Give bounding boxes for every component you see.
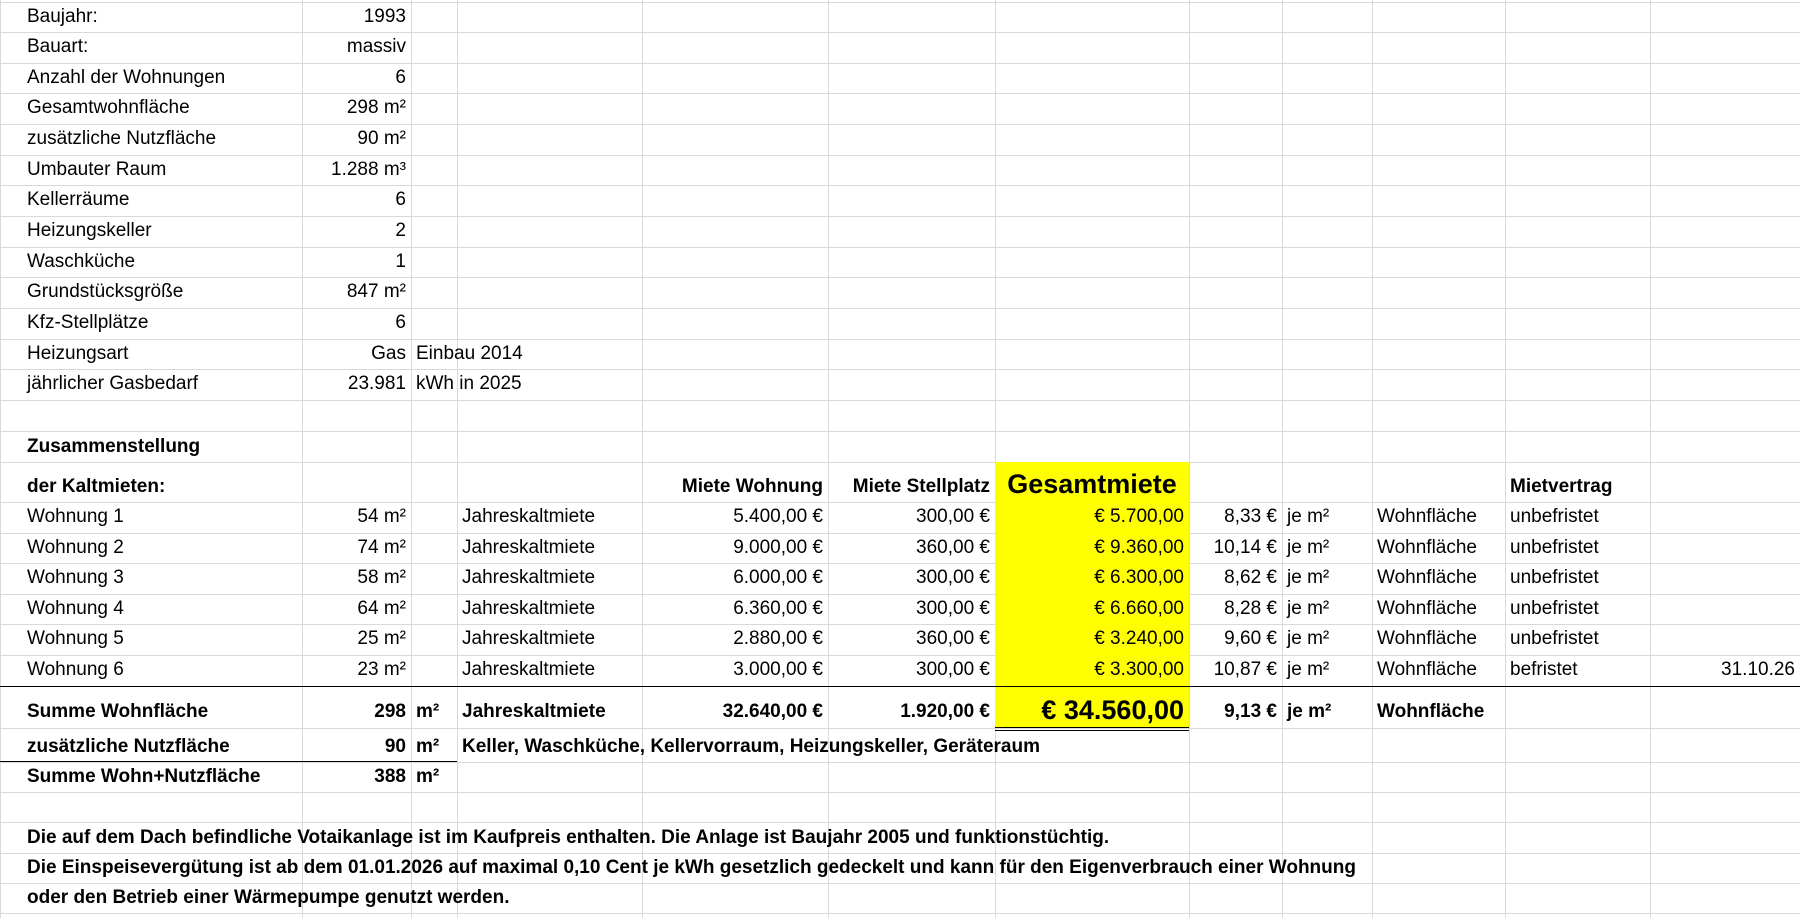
unit-parking[interactable]: 300,00 € [916,598,990,619]
unit-basis[interactable]: Wohnfläche [1377,628,1477,649]
property-value[interactable]: 2 [395,220,406,241]
note-line[interactable]: Die auf dem Dach befindliche Votaikanlage ist im Kaufpreis enthalten. Die Anlage ist Baujahr 2005 und funktionstüchtig. [27,827,1110,848]
unit-rent-type[interactable]: Jahreskaltmiete [462,598,596,619]
property-value[interactable]: 847 m² [346,281,406,302]
header-mietvertrag[interactable]: Mietvertrag [1510,476,1613,497]
property-extra[interactable]: Einbau 2014 [416,343,523,364]
unit-basis[interactable]: Wohnfläche [1377,659,1477,680]
property-label[interactable]: Kellerräume [27,189,130,210]
total-underline-2 [995,730,1189,731]
property-label[interactable]: Heizungsart [27,343,129,364]
unit-basis[interactable]: Wohnfläche [1377,506,1477,527]
unit-rent-type[interactable]: Jahreskaltmiete [462,628,596,649]
unit-per-m2[interactable]: 10,14 € [1213,537,1277,558]
property-value[interactable]: 6 [395,67,406,88]
summary-title[interactable]: Zusammenstellung [27,436,201,457]
unit-area[interactable]: 64 m² [357,598,406,619]
unit-total[interactable]: € 6.660,00 [1094,598,1184,619]
unit-per-label[interactable]: je m² [1287,506,1330,527]
sum-basis[interactable]: Wohnfläche [1377,701,1485,722]
sum-per-m2[interactable]: 9,13 € [1224,701,1277,722]
unit-rent[interactable]: 3.000,00 € [733,659,823,680]
unit-area[interactable]: 74 m² [357,537,406,558]
total-area-unit[interactable]: m² [416,766,440,787]
unit-per-m2[interactable]: 10,87 € [1213,659,1277,680]
unit-basis[interactable]: Wohnfläche [1377,567,1477,588]
unit-contract[interactable]: unbefristet [1510,567,1599,588]
sum-unit[interactable]: m² [416,701,440,722]
unit-total[interactable]: € 3.300,00 [1094,659,1184,680]
unit-contract[interactable]: befristet [1510,659,1578,680]
sum-parking[interactable]: 1.920,00 € [900,701,990,722]
unit-per-label[interactable]: je m² [1287,567,1330,588]
property-value[interactable]: massiv [346,36,406,57]
unit-name[interactable]: Wohnung 6 [27,659,124,680]
property-value[interactable]: 1.288 m³ [331,159,406,180]
extra-area-unit[interactable]: m² [416,736,440,757]
unit-name[interactable]: Wohnung 2 [27,537,124,558]
unit-parking[interactable]: 360,00 € [916,628,990,649]
unit-contract[interactable]: unbefristet [1510,598,1599,619]
unit-per-m2[interactable]: 8,33 € [1224,506,1277,527]
property-label[interactable]: Anzahl der Wohnungen [27,67,226,88]
property-value[interactable]: 6 [395,312,406,333]
unit-per-m2[interactable]: 8,62 € [1224,567,1277,588]
property-label[interactable]: Umbauter Raum [27,159,167,180]
extra-area-label[interactable]: zusätzliche Nutzfläche [27,736,230,757]
unit-name[interactable]: Wohnung 1 [27,506,124,527]
unit-total[interactable]: € 3.240,00 [1094,628,1184,649]
unit-per-m2[interactable]: 8,28 € [1224,598,1277,619]
unit-rent-type[interactable]: Jahreskaltmiete [462,506,596,527]
property-value[interactable]: 90 m² [357,128,406,149]
unit-rent[interactable]: 2.880,00 € [733,628,823,649]
total-area-label[interactable]: Summe Wohn+Nutzfläche [27,766,261,787]
property-label[interactable]: zusätzliche Nutzfläche [27,128,217,149]
property-value[interactable]: 1 [395,251,406,272]
property-label[interactable]: Gesamtwohnfläche [27,97,190,118]
property-label[interactable]: Baujahr: [27,6,98,27]
unit-rent[interactable]: 6.000,00 € [733,567,823,588]
unit-total[interactable]: € 9.360,00 [1094,537,1184,558]
unit-rent[interactable]: 9.000,00 € [733,537,823,558]
unit-name[interactable]: Wohnung 5 [27,628,124,649]
unit-parking[interactable]: 360,00 € [916,537,990,558]
unit-rent[interactable]: 6.360,00 € [733,598,823,619]
unit-contract[interactable]: unbefristet [1510,537,1599,558]
unit-basis[interactable]: Wohnfläche [1377,537,1477,558]
property-label[interactable]: Heizungskeller [27,220,152,241]
unit-name[interactable]: Wohnung 3 [27,567,124,588]
unit-per-label[interactable]: je m² [1287,628,1330,649]
unit-total[interactable]: € 6.300,00 [1094,567,1184,588]
property-label[interactable]: jährlicher Gasbedarf [27,373,199,394]
unit-total[interactable]: € 5.700,00 [1094,506,1184,527]
summary-subtitle[interactable]: der Kaltmieten: [27,476,166,497]
property-label[interactable]: Waschküche [27,251,136,272]
unit-area[interactable]: 23 m² [357,659,406,680]
extra-area-description[interactable]: Keller, Waschküche, Kellervorraum, Heizungskeller, Geräteraum [462,736,1040,757]
property-value[interactable]: 1993 [363,6,406,27]
unit-rent-type[interactable]: Jahreskaltmiete [462,537,596,558]
unit-area[interactable]: 25 m² [357,628,406,649]
header-gesamtmiete[interactable]: Gesamtmiete [1007,469,1177,499]
unit-per-label[interactable]: je m² [1287,598,1330,619]
header-miete-wohnung[interactable]: Miete Wohnung [681,476,823,497]
sum-total[interactable]: € 34.560,00 [1041,695,1184,725]
unit-per-label[interactable]: je m² [1287,537,1330,558]
property-label[interactable]: Grundstücksgröße [27,281,184,302]
extra-area-value[interactable]: 90 [384,736,406,757]
sum-rent-type[interactable]: Jahreskaltmiete [462,701,606,722]
sum-rent[interactable]: 32.640,00 € [722,701,823,722]
header-miete-stellplatz[interactable]: Miete Stellplatz [852,476,990,497]
property-value[interactable]: 298 m² [346,97,406,118]
unit-parking[interactable]: 300,00 € [916,506,990,527]
sum-area[interactable]: 298 [374,701,406,722]
unit-per-m2[interactable]: 9,60 € [1224,628,1277,649]
sum-label[interactable]: Summe Wohnfläche [27,701,209,722]
unit-parking[interactable]: 300,00 € [916,659,990,680]
property-label[interactable]: Bauart: [27,36,89,57]
property-extra[interactable]: kWh in 2025 [416,373,522,394]
note-line[interactable]: oder den Betrieb einer Wärmepumpe genutzt werden. [27,887,510,908]
unit-area[interactable]: 58 m² [357,567,406,588]
property-value[interactable]: 6 [395,189,406,210]
unit-basis[interactable]: Wohnfläche [1377,598,1477,619]
unit-parking[interactable]: 300,00 € [916,567,990,588]
sum-per-label[interactable]: je m² [1287,701,1332,722]
unit-per-label[interactable]: je m² [1287,659,1330,680]
unit-contract[interactable]: unbefristet [1510,628,1599,649]
unit-rent[interactable]: 5.400,00 € [733,506,823,527]
unit-name[interactable]: Wohnung 4 [27,598,124,619]
unit-rent-type[interactable]: Jahreskaltmiete [462,567,596,588]
unit-contract[interactable]: unbefristet [1510,506,1599,527]
unit-area[interactable]: 54 m² [357,506,406,527]
property-value[interactable]: Gas [371,343,406,364]
sum-top-border [0,686,1800,687]
total-area-value[interactable]: 388 [374,766,406,787]
property-value[interactable]: 23.981 [347,373,406,394]
unit-contract-until[interactable]: 31.10.26 [1721,659,1795,680]
property-label[interactable]: Kfz-Stellplätze [27,312,149,333]
note-line[interactable]: Die Einspeisevergütung ist ab dem 01.01.2026 auf maximal 0,10 Cent je kWh gesetzlich gedeckelt und kann für den Eigenverbrauch einer Wohnung [27,857,1356,878]
unit-rent-type[interactable]: Jahreskaltmiete [462,659,596,680]
